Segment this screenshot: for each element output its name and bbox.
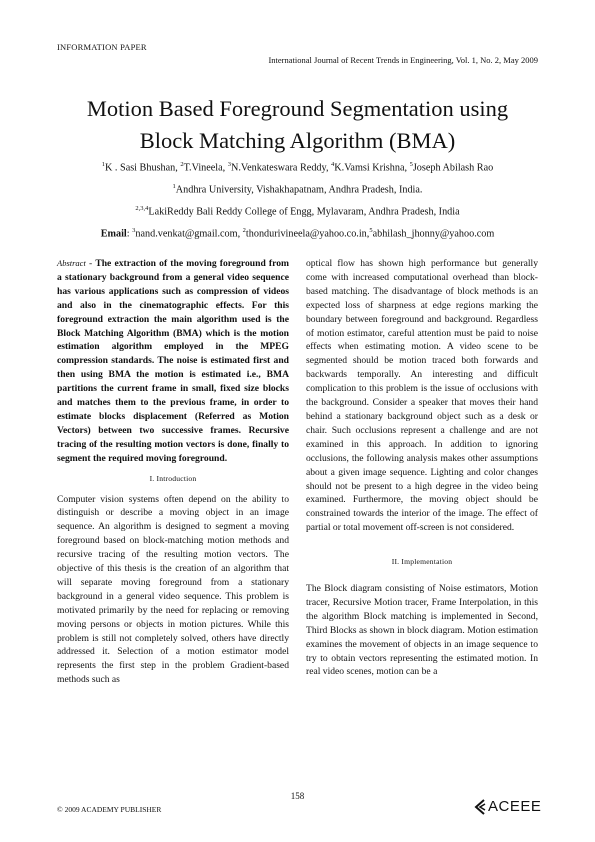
logo-text: ACEEE <box>488 798 542 815</box>
author-names: $^1$K . Sasi Bhushan, $^2$T.Vineela, $^3$N.Venkateswara Reddy, $^4$K.Vamsi Krishna, $^5$Joseph Abilash Rao <box>101 161 494 174</box>
right-column <box>306 257 538 679</box>
implementation-text: The Block diagram consisting of Noise estimators, Motion tracer, Recursive Motion tracer, Frame Interpolation, in this the algorithm Block matching is implemented in Second, Third Blocks as shown in block diagram. Motion estimation examines the movement of objects in an image sequence to try to obtain vectors representing the estimated motion. In real video scenes, motion can be a <box>306 583 538 678</box>
abstract-text: The extraction of the moving foreground from a stationary background from a general video sequence has various applications such as compression of videos and also in the cinematographic effects. For this foreground extraction the main algorithm used is the Block Matching Algorithm (BMA) which is the motion estimation algorithm employed in the MPEG compression standards. The noise is estimated first and then using BMA the motion is estimated i.e., BMA partitions the current frame in small, fixed size blocks and matches them to the previous frame, in order to estimate blocks displacement (Referred as Motion Vectors) between two successive frames. Recursive tracing of the resulting motion vectors is done, finally to segment the required moving foreground. <box>57 258 289 464</box>
left-column <box>57 257 289 687</box>
section-heading-implementation: II. Implementation <box>391 557 453 567</box>
abstract: Abstract - The extraction of the moving foreground from a stationary background from a general video sequence has various applications such as compression of videos and also in the cinematographic effects. For this foreground extraction the main algorithm used is the Block Matching Algorithm (BMA) which is the motion estimation algorithm employed in the MPEG compression standards. The noise is estimated first and then using BMA the motion is estimated i.e., BMA partitions the current frame in small, fixed size blocks and matches them to the previous frame, in order to estimate blocks displacement (Referred as Motion Vectors) between two successive frames. Recursive tracing of the resulting motion vectors is done, finally to segment the required moving foreground. <box>57 258 289 464</box>
abstract-label: Abstract <box>57 258 86 268</box>
page-number: 158 <box>290 791 305 801</box>
introduction-continued-text: optical flow has shown high performance but generally come with increased computational overhead than block-based matching. The disadvantage of block methods is an expected loss of sharpness at edge regions marking the boundary between foreground and background. Regardless of motion estimator, careful attention must be paid to noise effects when estimating motion. A video scene to be segmented should be motion traced both forwards and backwards temporally. An interesting and difficult complication to this problem is the issue of occlusions with the background. Consider a speaker that moves their hand behind a stationary background object such as a desk or chair. Such occlusions represent a challenge and are not examined in this approach. In addition to ignoring occlusions, the following analysis makes other assumptions about a given image sequence. Lighting and color changes should not be present to a high degree in the video being examined. Furthermore, the moving object should be constrained towards the interior of the image. The effect of partial or total movement off-screen is not considered. <box>306 258 538 534</box>
author-emails: Email: $^3$nand.venkat@gmail.com, $^2$thondurivineela@yahoo.co.in,$^5$abhilash_jhonny@yahoo.com <box>100 226 495 240</box>
paper-type-label: INFORMATION PAPER <box>57 42 147 52</box>
title-line-2: Block Matching Algorithm (BMA) <box>139 128 456 153</box>
introduction-text: Computer vision systems often depend on the ability to distinguish or describe a moving object in an image sequence. An algorithm is designed to segment a moving foreground based on block-matching motion methods and recursive tracing of the resulting motion vectors. The objective of this thesis is the creation of an algorithm that will separate moving foreground from a stationary background in a general video sequence. This problem is motivated primarily by the need for replacing or removing moving persons or objects in motion pictures. While this problem is still not completely solved, others have directly addressed it. Selection of a motion estimator model represents the first step in the problem Gradient-based methods such as <box>57 493 289 686</box>
affiliation-2: $^{2,3,4}$LakiReddy Bali Reddy College of Engg, Mylavaram, Andhra Pradesh, India <box>135 204 460 218</box>
affiliation-1: $^1$Andhra University, Vishakhapatnam, Andhra Pradesh, India. <box>172 182 423 196</box>
logo-mark-icon <box>474 799 486 815</box>
publisher-copyright: © 2009 ACADEMY PUBLISHER <box>57 805 162 814</box>
journal-citation: International Journal of Recent Trends in Engineering, Vol. 1, No. 2, May 2009 <box>268 55 538 65</box>
title-line-1: Motion Based Foreground Segmentation using <box>86 96 509 121</box>
aceee-logo <box>474 798 541 815</box>
author-block <box>30 156 565 244</box>
paper-title <box>0 93 595 157</box>
section-heading-introduction: I. Introduction <box>149 473 197 483</box>
